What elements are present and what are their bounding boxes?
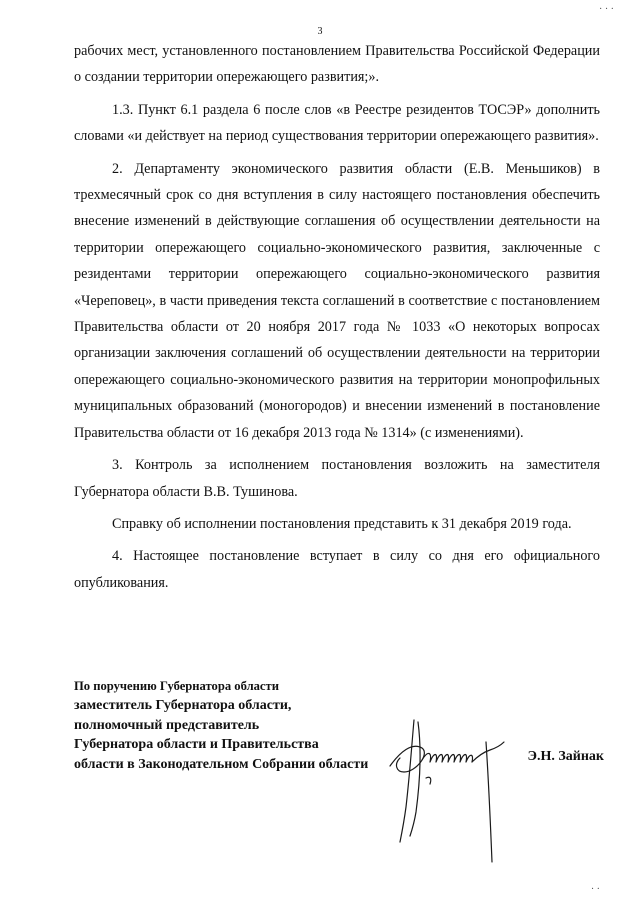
document-body (74, 38, 600, 596)
signature-title-line-4: области в Законодательном Собрании области (74, 756, 369, 772)
paragraph-2: 2. Департаменту экономического развития области (Е.В. Меньшиков) в трехмесячный срок со дня вступления в силу настоящего постановления обеспечить внесение изменений в действующие соглашения об осуществлении деятельности на территории опережающего социально-экономического развития, заключенные с резидентами территории опережающего социально-экономического развития «Череповец», в части приведения текста соглашений в соответствие с постановлением Правительства области от 20 ноября 2017 года № 1033 «О некоторых вопросах организации заключения соглашений об осуществлении деятельности на территории опережающего социально-экономического развития на территории монопрофильных муниципальных образований (моногородов) и внесении изменений в постановление Правительства области от 16 декабря 2013 года № 1314» (с изменениями). (74, 160, 600, 441)
signature-title-line-3: Губернатора области и Правительства (74, 737, 319, 752)
paragraph-4: 4. Настоящее постановление вступает в силу со дня его официального опубликования. (74, 548, 600, 591)
corner-mark-top: · · · (599, 4, 614, 15)
paragraph-1-3: 1.3. Пункт 6.1 раздела 6 после слов «в Реестре резидентов ТОСЭР» дополнить словами «и действует на период существования территории опережающего развития». (74, 101, 600, 145)
corner-mark-bottom: · · (590, 884, 600, 895)
signature-title-line-2: полномочный представитель (74, 717, 260, 733)
paragraph-report: Справку об исполнении постановления представить к 31 декабря 2019 года. (112, 515, 572, 532)
page-number: 3 (317, 26, 323, 37)
signatory-name: Э.Н. Зайнак (527, 749, 604, 764)
paragraph-3: 3. Контроль за исполнением постановления возложить на заместителя Губернатора области В.В. Тушинова. (74, 457, 600, 500)
paragraph-continuation: рабочих мест, установленного постановлением Правительства Российской Федерации о создании территории опережающего развития;». (74, 43, 600, 86)
signature-block (74, 677, 604, 774)
handwritten-signature (386, 712, 516, 872)
signature-authority-line: По поручению Губернатора области (74, 679, 279, 693)
signature-title-line-1: заместитель Губернатора области, (74, 698, 292, 713)
